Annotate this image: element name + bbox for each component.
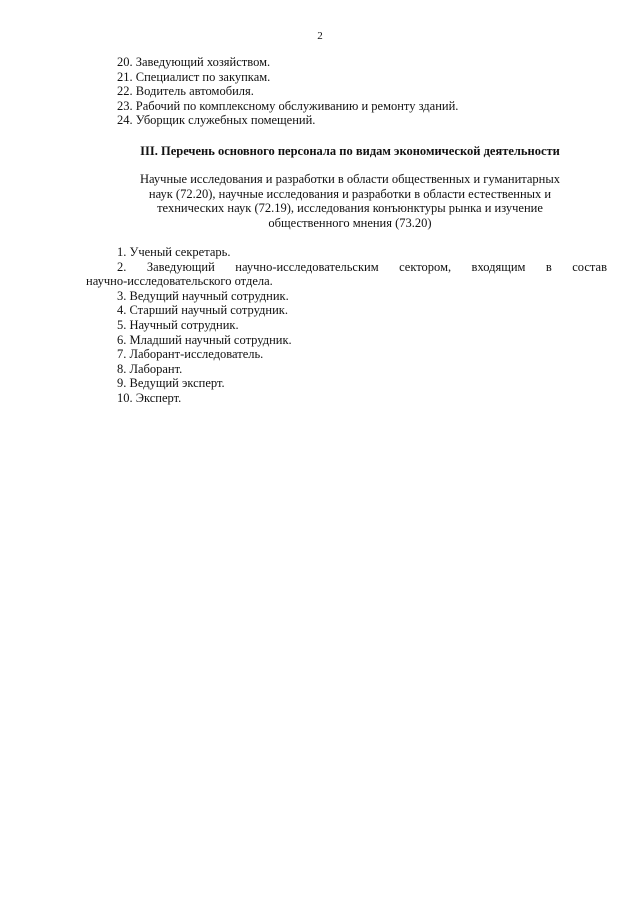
core-staff-list xyxy=(86,245,607,406)
list-item: 5. Научный сотрудник. xyxy=(117,317,239,332)
section-subtitle xyxy=(90,172,610,230)
subtitle-line: Научные исследования и разработки в области общественных и гуманитарных xyxy=(139,172,561,186)
list-item: 6. Младший научный сотрудник. xyxy=(117,332,292,347)
list-item: 3. Ведущий научный сотрудник. xyxy=(117,288,289,303)
subtitle-line: технических наук (72.19), исследования конъюнктуры рынка и изучение xyxy=(157,201,543,216)
list-item: 8. Лаборант. xyxy=(117,361,183,376)
list-item: 9. Ведущий эксперт. xyxy=(117,376,225,391)
list-item: 21. Специалист по закупкам. xyxy=(117,69,271,84)
staff-list-continued xyxy=(117,55,607,128)
page-number: 2 xyxy=(317,30,323,42)
list-item-continuation: научно-исследовательского отдела. xyxy=(86,274,273,289)
list-item: 7. Лаборант-исследователь. xyxy=(117,347,264,362)
subtitle-line: общественного мнения (73.20) xyxy=(268,215,432,230)
list-item: 23. Рабочий по комплексному обслуживанию и ремонту зданий. xyxy=(117,98,459,113)
list-item: 20. Заведующий хозяйством. xyxy=(117,55,271,69)
list-item: 24. Уборщик служебных помещений. xyxy=(117,113,316,128)
list-item: 2. Заведующий научно-исследовательским сектором, входящим в состав xyxy=(117,259,607,274)
subtitle-line: наук (72.20), научные исследования и разработки в области естественных и xyxy=(148,186,552,201)
list-item: 4. Старший научный сотрудник. xyxy=(117,303,288,318)
list-item: 10. Эксперт. xyxy=(117,390,182,405)
section-title: III. Перечень основного персонала по видам экономической деятельности xyxy=(140,144,560,158)
list-item: 1. Ученый секретарь. xyxy=(117,245,231,259)
list-item: 22. Водитель автомобиля. xyxy=(117,84,254,99)
